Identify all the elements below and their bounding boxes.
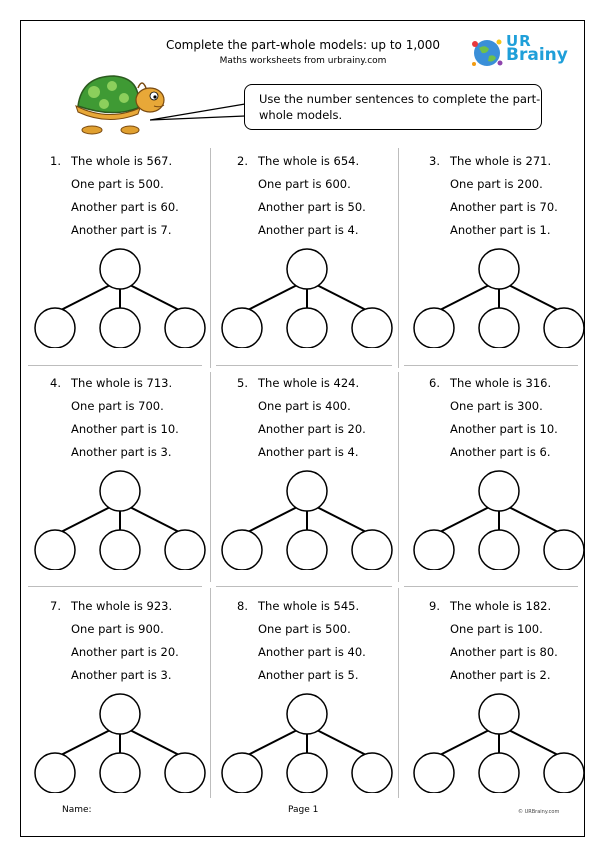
whole-circle[interactable] [287, 249, 327, 289]
page-title: Complete the part-whole models: up to 1,000 [165, 38, 441, 52]
column-divider [210, 372, 211, 582]
part-circle[interactable] [414, 753, 454, 793]
problem-number: 7. [50, 599, 61, 613]
part-circle[interactable] [287, 530, 327, 570]
part-whole-model [33, 693, 208, 793]
part-circle[interactable] [35, 308, 75, 348]
whole-sentence: The whole is 271. [450, 154, 552, 168]
problem-number: 3. [429, 154, 440, 168]
part-circle[interactable] [100, 753, 140, 793]
part-circle[interactable] [165, 308, 205, 348]
part-circle[interactable] [287, 308, 327, 348]
whole-sentence: The whole is 567. [71, 154, 173, 168]
part-sentence: Another part is 5. [258, 668, 359, 682]
column-divider [398, 588, 399, 798]
part-sentence: Another part is 40. [258, 645, 366, 659]
part-whole-model [33, 470, 208, 570]
row-divider [404, 365, 578, 366]
part-sentence: Another part is 1. [450, 223, 551, 237]
whole-sentence: The whole is 654. [258, 154, 360, 168]
globe-icon [470, 36, 504, 70]
row-divider [28, 365, 202, 366]
column-divider [210, 588, 211, 798]
part-whole-model [412, 470, 587, 570]
part-circle[interactable] [352, 753, 392, 793]
part-sentence: Another part is 6. [450, 445, 551, 459]
part-circle[interactable] [287, 753, 327, 793]
part-sentence: Another part is 60. [71, 200, 179, 214]
whole-circle[interactable] [287, 471, 327, 511]
speech-bubble-tail-icon [150, 96, 250, 126]
column-divider [210, 148, 211, 368]
row-divider [404, 586, 578, 587]
whole-sentence: The whole is 923. [71, 599, 173, 613]
problem-number: 1. [50, 154, 61, 168]
part-sentence: Another part is 10. [450, 422, 558, 436]
part-circle[interactable] [544, 530, 584, 570]
whole-sentence: The whole is 713. [71, 376, 173, 390]
part-sentence: Another part is 2. [450, 668, 551, 682]
column-divider [398, 148, 399, 368]
part-whole-model [33, 248, 208, 348]
part-whole-model [220, 470, 395, 570]
part-sentence: Another part is 20. [258, 422, 366, 436]
part-circle[interactable] [222, 753, 262, 793]
whole-sentence: The whole is 182. [450, 599, 552, 613]
part-sentence: Another part is 10. [71, 422, 179, 436]
part-circle[interactable] [165, 753, 205, 793]
part-circle[interactable] [35, 753, 75, 793]
problem-number: 4. [50, 376, 61, 390]
page-number: Page 1 [288, 805, 319, 815]
problem-number: 8. [237, 599, 248, 613]
name-label: Name: [62, 805, 92, 815]
part-circle[interactable] [100, 530, 140, 570]
part-circle[interactable] [414, 308, 454, 348]
whole-circle[interactable] [100, 694, 140, 734]
part-sentence: One part is 500. [71, 177, 164, 191]
part-sentence: One part is 100. [450, 622, 543, 636]
copyright-text: © URBrainy.com [518, 809, 560, 815]
part-circle[interactable] [479, 530, 519, 570]
row-divider [28, 586, 202, 587]
part-sentence: One part is 200. [450, 177, 543, 191]
part-sentence: Another part is 3. [71, 668, 172, 682]
part-circle[interactable] [222, 530, 262, 570]
whole-sentence: The whole is 545. [258, 599, 360, 613]
problem-number: 5. [237, 376, 248, 390]
part-sentence: Another part is 70. [450, 200, 558, 214]
part-circle[interactable] [222, 308, 262, 348]
whole-circle[interactable] [479, 471, 519, 511]
part-sentence: One part is 400. [258, 399, 351, 413]
whole-circle[interactable] [287, 694, 327, 734]
part-sentence: Another part is 4. [258, 223, 359, 237]
part-sentence: Another part is 80. [450, 645, 558, 659]
logo-ur-text: UR [506, 32, 532, 50]
instruction-bubble: Use the number sentences to complete the part-whole models. [244, 84, 542, 130]
part-circle[interactable] [479, 308, 519, 348]
column-divider [398, 372, 399, 582]
part-sentence: One part is 700. [71, 399, 164, 413]
part-sentence: Another part is 20. [71, 645, 179, 659]
part-circle[interactable] [165, 530, 205, 570]
part-sentence: One part is 900. [71, 622, 164, 636]
part-whole-model [412, 693, 587, 793]
part-circle[interactable] [414, 530, 454, 570]
part-circle[interactable] [100, 308, 140, 348]
problem-number: 6. [429, 376, 440, 390]
whole-circle[interactable] [100, 249, 140, 289]
whole-sentence: The whole is 316. [450, 376, 552, 390]
part-circle[interactable] [35, 530, 75, 570]
part-circle[interactable] [479, 753, 519, 793]
row-divider [216, 586, 392, 587]
whole-circle[interactable] [479, 694, 519, 734]
part-circle[interactable] [352, 308, 392, 348]
part-circle[interactable] [544, 308, 584, 348]
part-circle[interactable] [352, 530, 392, 570]
urbrainy-logo [470, 32, 568, 72]
whole-sentence: The whole is 424. [258, 376, 360, 390]
page-subtitle: Maths worksheets from urbrainy.com [219, 56, 387, 66]
part-sentence: One part is 600. [258, 177, 351, 191]
part-sentence: Another part is 3. [71, 445, 172, 459]
part-sentence: Another part is 4. [258, 445, 359, 459]
whole-circle[interactable] [479, 249, 519, 289]
problem-number: 2. [237, 154, 248, 168]
part-sentence: Another part is 50. [258, 200, 366, 214]
logo-brainy-text: Brainy [506, 45, 568, 65]
part-whole-model [220, 693, 395, 793]
part-sentence: Another part is 7. [71, 223, 172, 237]
whole-circle[interactable] [100, 471, 140, 511]
part-whole-model [220, 248, 395, 348]
part-sentence: One part is 500. [258, 622, 351, 636]
row-divider [216, 365, 392, 366]
part-sentence: One part is 300. [450, 399, 543, 413]
part-circle[interactable] [544, 753, 584, 793]
part-whole-model [412, 248, 587, 348]
problem-number: 9. [429, 599, 440, 613]
